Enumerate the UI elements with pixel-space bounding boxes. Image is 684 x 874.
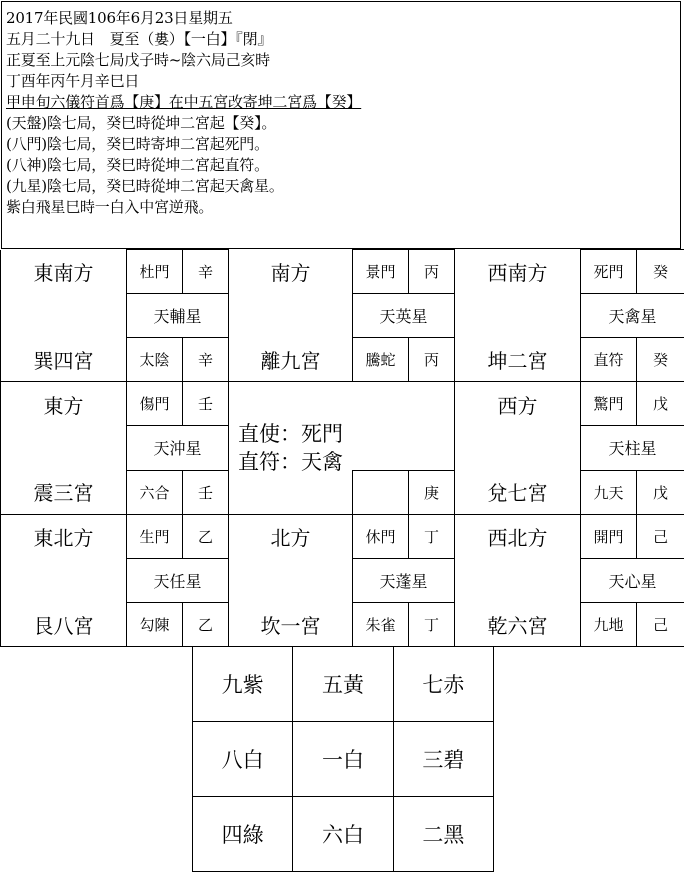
palace-ne-direction: 東北方 [1, 514, 127, 558]
flying-star-cell: 六白 [293, 797, 393, 872]
palace-s-god: 騰蛇 [353, 338, 409, 382]
palace-sw-direction: 西南方 [455, 250, 581, 294]
yuan-ju-line: 正夏至上元陰七局戊子時~陰六局己亥時 [6, 51, 270, 69]
palace-se-direction: 東南方 [1, 250, 127, 294]
palace-s-door: 景門 [353, 250, 409, 294]
flying-star-cell: 二黑 [393, 797, 493, 872]
palace-n-door: 休門 [353, 514, 409, 558]
palace-ne-door: 生門 [127, 514, 183, 558]
palace-sw-blank [455, 294, 581, 338]
palace-n-god-stem: 丁 [409, 602, 455, 646]
zhishi-label: 直使：死門 [238, 421, 343, 446]
flying-star-cell: 九紫 [193, 647, 293, 722]
flying-star-cell: 四綠 [193, 797, 293, 872]
palace-w-star: 天柱星 [581, 426, 684, 470]
qimen-palace-grid [0, 249, 684, 647]
palace-w-direction: 西方 [455, 382, 581, 426]
palace-n-direction: 北方 [229, 514, 353, 558]
palace-w-door-stem: 戊 [637, 382, 684, 426]
palace-nw-direction: 西北方 [455, 514, 581, 558]
palace-sw-door: 死門 [581, 250, 637, 294]
palace-se-blank [1, 294, 127, 338]
palace-s-star: 天英星 [353, 294, 455, 338]
flying-star-cell: 三碧 [393, 722, 493, 797]
flying-star-cell: 一白 [293, 722, 393, 797]
fushou-line: 甲申旬六儀符首爲【庚】在中五宮改寄坤二宮爲【癸】 [6, 93, 362, 111]
bamen-line: (八門)陰七局，癸巳時寄坤二宮起死門。 [6, 135, 269, 153]
palace-sw-name: 坤二宮 [455, 338, 581, 382]
palace-ne-god-stem: 乙 [183, 602, 229, 646]
palace-se-star: 天輔星 [127, 294, 229, 338]
palace-n-blank [229, 558, 353, 602]
palace-se-door-stem: 辛 [183, 250, 229, 294]
palace-e-door-stem: 壬 [183, 382, 229, 426]
palace-e-star: 天沖星 [127, 426, 229, 470]
palace-nw-star: 天心星 [581, 558, 684, 602]
palace-nw-god: 九地 [581, 602, 637, 646]
jiuxing-line: (九星)陰七局，癸巳時從坤二宮起天禽星。 [6, 177, 284, 195]
zhifu-label: 直符：天禽 [238, 449, 343, 474]
flying-star-cell: 五黃 [293, 647, 393, 722]
palace-sw-god: 直符 [581, 338, 637, 382]
palace-e-name: 震三宮 [1, 470, 127, 514]
palace-center-blank-cell [353, 470, 409, 514]
palace-w-god: 九天 [581, 470, 637, 514]
palace-ne-door-stem: 乙 [183, 514, 229, 558]
palace-n-door-stem: 丁 [409, 514, 455, 558]
palace-w-door: 驚門 [581, 382, 637, 426]
palace-nw-blank [455, 558, 581, 602]
flying-star-cell: 七赤 [393, 647, 493, 722]
palace-n-god: 朱雀 [353, 602, 409, 646]
palace-center-stem: 庚 [409, 470, 455, 514]
palace-e-blank [1, 426, 127, 470]
palace-se-door: 杜門 [127, 250, 183, 294]
lunar-date-line: 五月二十九日 夏至（婁）【一白】『閉』 [6, 30, 273, 48]
bashen-line: (八神)陰七局，癸巳時從坤二宮起直符。 [6, 156, 269, 174]
palace-s-door-stem: 丙 [409, 250, 455, 294]
palace-ne-star: 天任星 [127, 558, 229, 602]
palace-sw-star: 天禽星 [581, 294, 684, 338]
palace-center-blank [353, 382, 455, 470]
palace-w-god-stem: 戊 [637, 470, 684, 514]
zibai-line: 紫白飛星巳時一白入中宮逆飛。 [6, 198, 214, 216]
date-line: 2017年民國106年6月23日星期五 [6, 9, 233, 27]
palace-s-god-stem: 丙 [409, 338, 455, 382]
palace-w-name: 兌七宮 [455, 470, 581, 514]
tianpan-line: (天盤)陰七局，癸巳時從坤二宮起【癸】。 [6, 114, 277, 132]
palace-center-info [229, 382, 353, 514]
palace-ne-blank [1, 558, 127, 602]
palace-e-god-stem: 壬 [183, 470, 229, 514]
palace-nw-god-stem: 己 [637, 602, 684, 646]
palace-se-name: 巽四宮 [1, 338, 127, 382]
header-info [1, 1, 681, 249]
palace-e-direction: 東方 [1, 382, 127, 426]
palace-w-blank [455, 426, 581, 470]
palace-sw-god-stem: 癸 [637, 338, 684, 382]
palace-nw-door: 開門 [581, 514, 637, 558]
palace-se-god: 太陰 [127, 338, 183, 382]
palace-ne-god: 勾陳 [127, 602, 183, 646]
palace-s-blank [229, 294, 353, 338]
palace-ne-name: 艮八宮 [1, 602, 127, 646]
palace-n-star: 天蓬星 [353, 558, 455, 602]
palace-nw-door-stem: 己 [637, 514, 684, 558]
flying-star-cell: 八白 [193, 722, 293, 797]
palace-se-god-stem: 辛 [183, 338, 229, 382]
palace-s-name: 離九宮 [229, 338, 353, 382]
palace-e-door: 傷門 [127, 382, 183, 426]
ganzhi-line: 丁酉年丙午月辛巳日 [6, 72, 140, 90]
palace-nw-name: 乾六宮 [455, 602, 581, 646]
palace-n-name: 坎一宮 [229, 602, 353, 646]
palace-sw-door-stem: 癸 [637, 250, 684, 294]
palace-e-god: 六合 [127, 470, 183, 514]
flying-star-grid [192, 646, 494, 872]
palace-s-direction: 南方 [229, 250, 353, 294]
